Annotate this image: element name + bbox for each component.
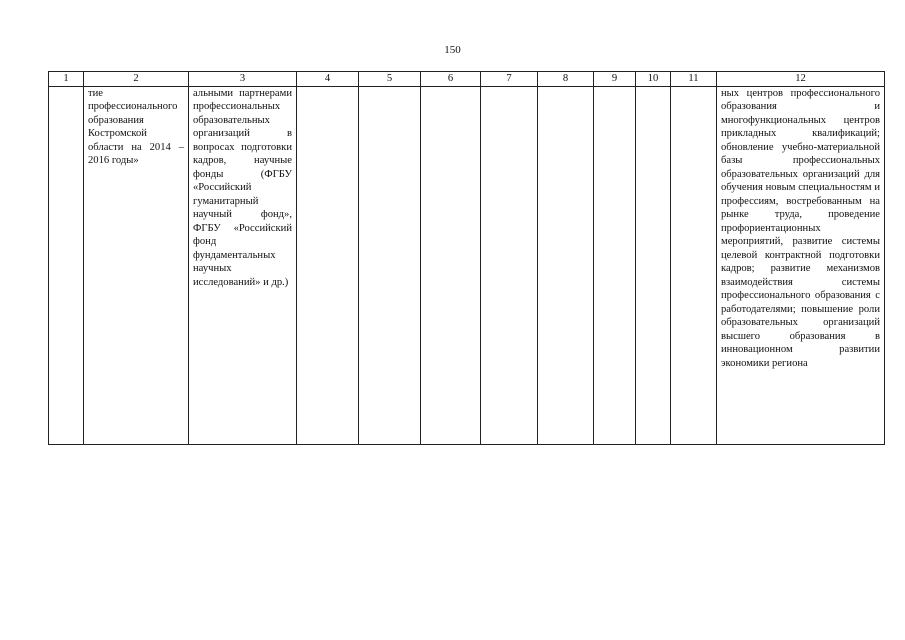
page-number: 150	[444, 44, 461, 56]
column-header-12: 12	[717, 72, 885, 87]
cell-col7	[481, 86, 538, 444]
column-header-7: 7	[481, 72, 538, 87]
cell-col8	[538, 86, 594, 444]
cell-col5	[359, 86, 421, 444]
data-table	[48, 71, 885, 445]
header-row	[49, 72, 885, 87]
cell-col10	[636, 86, 671, 444]
cell-col6	[421, 86, 481, 444]
column-header-2: 2	[84, 72, 189, 87]
cell-col11	[671, 86, 717, 444]
column-header-10: 10	[636, 72, 671, 87]
cell-col2: тие профессионального образования Костромской области на 2014 – 2016 годы»	[84, 86, 189, 444]
cell-col3: альными партнерами профессиональных образовательных организаций в вопросах подготовки кадров, научные фонды (ФГБУ «Российский гуманитарный научный фонд», ФГБУ «Российский фонд фундаментальных научных исследований» и др.)	[189, 86, 297, 444]
cell-col9	[594, 86, 636, 444]
column-header-6: 6	[421, 72, 481, 87]
column-header-9: 9	[594, 72, 636, 87]
column-header-4: 4	[297, 72, 359, 87]
column-header-1: 1	[49, 72, 84, 87]
column-header-8: 8	[538, 72, 594, 87]
table-row	[49, 86, 885, 444]
cell-col12: ных центров профессионального образования и многофункциональных центров прикладных квалификаций; обновление учебно-материальной базы профессиональных образовательных организаций для обучения новым специальностям и профессиям, востребованным на рынке труда, проведение профориентационных мероприятий, развитие системы целевой контрактной подготовки кадров; развитие механизмов взаимодействия системы профессионального образования с работодателями; повышение роли образовательных организаций высшего образования в инновационном развитии экономики региона	[717, 86, 885, 444]
cell-col1	[49, 86, 84, 444]
column-header-11: 11	[671, 72, 717, 87]
column-header-5: 5	[359, 72, 421, 87]
cell-col4	[297, 86, 359, 444]
column-header-3: 3	[189, 72, 297, 87]
